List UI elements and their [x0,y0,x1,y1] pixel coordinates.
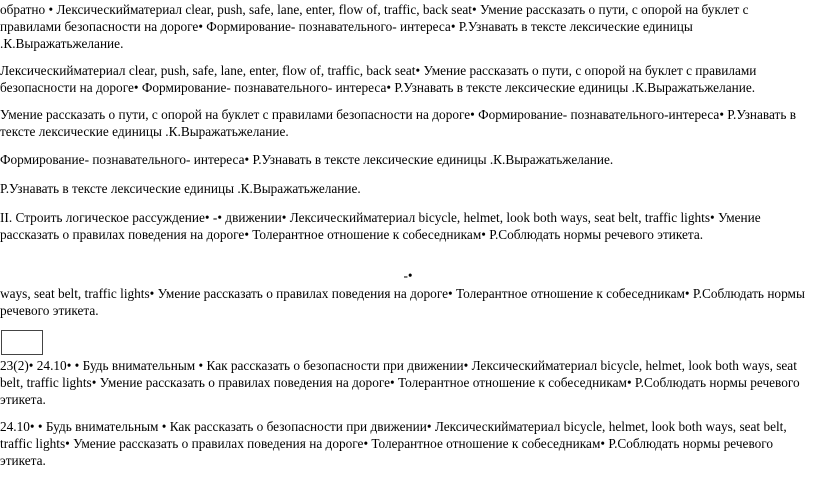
text-paragraph-2: Лексическийматериал clear, push, safe, lane, enter, flow of, traffic, back seat• Умение рассказать о пути, с опорой на буклет с правилами безопасности на дороге• Формирование- познавательного- интереса• Р.Узнавать в тексте лексические единицы .К.Выражатьжелание. [0,63,757,95]
empty-table-cell [1,330,43,355]
text-paragraph-5: Р.Узнавать в тексте лексические единицы .К.Выражатьжелание. [0,181,361,196]
text-paragraph-6: II. Строить логическое рассуждение• -• движении• Лексическийматериал bicycle, helmet, look both ways, seat belt, traffic lights• Умение рассказать о правилах поведения на дороге• Толерантное отношение к собеседникам• Р.Соблюдать нормы речевого этикета. [0,210,761,242]
text-paragraph-1: обратно • Лексическийматериал clear, push, safe, lane, enter, flow of, traffic, back seat• Умение рассказать о пути, с опорой на буклет с правилами безопасности на дороге• Формирование- познавательного- интереса• Р.Узнавать в тексте лексические единицы .К.Выражатьжелание. [0,2,749,51]
text-paragraph-3: Умение рассказать о пути, с опорой на буклет с правилами безопасности на дороге• Формирование- познавательного-интереса• Р.Узнавать в тексте лексические единицы .К.Выражатьжелание. [0,107,797,139]
text-paragraph-4: Формирование- познавательного- интереса• Р.Узнавать в тексте лексические единицы .К.Выражатьжелание. [0,152,614,167]
text-paragraph-9: 24.10• • Будь внимательным • Как рассказать о безопасности при движении• Лексическийматериал bicycle, helmet, look both ways, seat belt, traffic lights• Умение рассказать о правилах поведения на дороге• Толерантное отношение к собеседникам• Р.Соблюдать нормы речевого этикета. [0,419,787,468]
centered-fragment: -• [403,268,413,283]
text-paragraph-8: 23(2)• 24.10• • Будь внимательным • Как рассказать о безопасности при движении• Лексическийматериал bicycle, helmet, look both ways, seat belt, traffic lights• Умение рассказать о правилах поведения на дороге• Толерантное отношение к собеседникам• Р.Соблюдать нормы речевого этикета. [0,358,800,407]
text-paragraph-7: ways, seat belt, traffic lights• Умение рассказать о правилах поведения на дороге• Толерантное отношение к собеседникам• Р.Соблюдать нормы речевого этикета. [0,286,805,318]
